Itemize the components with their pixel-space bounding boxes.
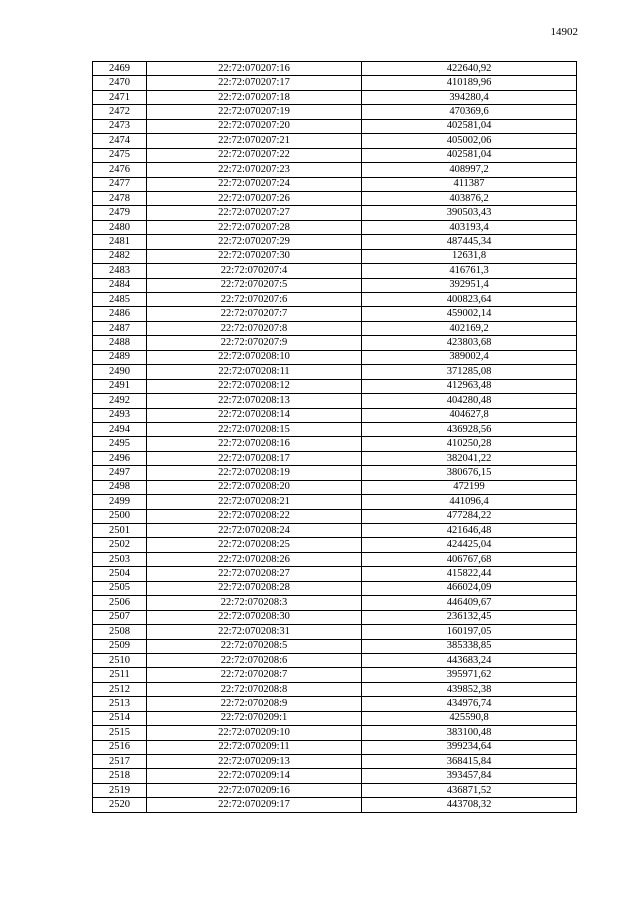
row-index-cell: 2520	[93, 798, 147, 812]
cadastral-number-cell: 22:72:070208:25	[147, 538, 362, 552]
cadastral-number-cell: 22:72:070207:20	[147, 119, 362, 133]
cadastral-number-cell: 22:72:070208:17	[147, 451, 362, 465]
table-row	[93, 524, 577, 538]
value-cell: 402581,04	[362, 119, 577, 133]
row-index-cell: 2513	[93, 697, 147, 711]
cadastral-number-cell: 22:72:070208:12	[147, 379, 362, 393]
row-index-cell: 2473	[93, 119, 147, 133]
table-row	[93, 798, 577, 812]
table-row	[93, 105, 577, 119]
value-cell: 405002,06	[362, 134, 577, 148]
cadastral-number-cell: 22:72:070208:19	[147, 466, 362, 480]
row-index-cell: 2511	[93, 668, 147, 682]
row-index-cell: 2495	[93, 437, 147, 451]
value-cell: 441096,4	[362, 495, 577, 509]
cadastral-number-cell: 22:72:070207:7	[147, 307, 362, 321]
cadastral-number-cell: 22:72:070208:9	[147, 697, 362, 711]
row-index-cell: 2519	[93, 783, 147, 797]
cadastral-number-cell: 22:72:070207:29	[147, 235, 362, 249]
value-cell: 385338,85	[362, 639, 577, 653]
value-cell: 434976,74	[362, 697, 577, 711]
row-index-cell: 2492	[93, 394, 147, 408]
table-row	[93, 379, 577, 393]
table-row	[93, 711, 577, 725]
value-cell: 399234,64	[362, 740, 577, 754]
value-cell: 410189,96	[362, 76, 577, 90]
row-index-cell: 2497	[93, 466, 147, 480]
cadastral-number-cell: 22:72:070209:17	[147, 798, 362, 812]
table-row	[93, 119, 577, 133]
cadastral-number-cell: 22:72:070209:16	[147, 783, 362, 797]
cadastral-number-cell: 22:72:070207:17	[147, 76, 362, 90]
value-cell: 425590,8	[362, 711, 577, 725]
value-cell: 392951,4	[362, 278, 577, 292]
table-body	[93, 62, 577, 813]
value-cell: 400823,64	[362, 293, 577, 307]
row-index-cell: 2510	[93, 653, 147, 667]
table-row	[93, 740, 577, 754]
value-cell: 472199	[362, 480, 577, 494]
cadastral-number-cell: 22:72:070207:6	[147, 293, 362, 307]
table-row	[93, 495, 577, 509]
table-row	[93, 177, 577, 191]
table-row	[93, 552, 577, 566]
value-cell: 404280,48	[362, 394, 577, 408]
table-row	[93, 769, 577, 783]
value-cell: 459002,14	[362, 307, 577, 321]
value-cell: 487445,34	[362, 235, 577, 249]
value-cell: 443708,32	[362, 798, 577, 812]
table-row	[93, 293, 577, 307]
cadastral-number-cell: 22:72:070208:26	[147, 552, 362, 566]
row-index-cell: 2470	[93, 76, 147, 90]
cadastral-number-cell: 22:72:070208:6	[147, 653, 362, 667]
value-cell: 371285,08	[362, 365, 577, 379]
cadastral-number-cell: 22:72:070208:13	[147, 394, 362, 408]
table-row	[93, 408, 577, 422]
table-row	[93, 682, 577, 696]
table-row	[93, 437, 577, 451]
table-row	[93, 76, 577, 90]
table-row	[93, 422, 577, 436]
table-row	[93, 755, 577, 769]
row-index-cell: 2504	[93, 567, 147, 581]
cadastral-number-cell: 22:72:070207:27	[147, 206, 362, 220]
value-cell: 393457,84	[362, 769, 577, 783]
cadastral-number-cell: 22:72:070209:1	[147, 711, 362, 725]
table-row	[93, 249, 577, 263]
table-row	[93, 278, 577, 292]
table-row	[93, 668, 577, 682]
cadastral-number-cell: 22:72:070208:8	[147, 682, 362, 696]
row-index-cell: 2501	[93, 524, 147, 538]
value-cell: 416761,3	[362, 264, 577, 278]
value-cell: 389002,4	[362, 350, 577, 364]
cadastral-number-cell: 22:72:070207:19	[147, 105, 362, 119]
row-index-cell: 2482	[93, 249, 147, 263]
table-row	[93, 509, 577, 523]
row-index-cell: 2494	[93, 422, 147, 436]
row-index-cell: 2471	[93, 90, 147, 104]
table-row	[93, 350, 577, 364]
cadastral-number-cell: 22:72:070207:26	[147, 191, 362, 205]
row-index-cell: 2488	[93, 336, 147, 350]
cadastral-number-cell: 22:72:070208:28	[147, 581, 362, 595]
cadastral-number-cell: 22:72:070208:5	[147, 639, 362, 653]
value-cell: 423803,68	[362, 336, 577, 350]
cadastral-number-cell: 22:72:070209:13	[147, 755, 362, 769]
value-cell: 403193,4	[362, 220, 577, 234]
cadastral-number-cell: 22:72:070209:10	[147, 726, 362, 740]
table-row	[93, 480, 577, 494]
value-cell: 395971,62	[362, 668, 577, 682]
value-cell: 466024,09	[362, 581, 577, 595]
value-cell: 470369,6	[362, 105, 577, 119]
row-index-cell: 2485	[93, 293, 147, 307]
cadastral-number-cell: 22:72:070208:16	[147, 437, 362, 451]
cadastral-number-cell: 22:72:070207:4	[147, 264, 362, 278]
row-index-cell: 2503	[93, 552, 147, 566]
value-cell: 439852,38	[362, 682, 577, 696]
value-cell: 160197,05	[362, 625, 577, 639]
row-index-cell: 2480	[93, 220, 147, 234]
table-row	[93, 307, 577, 321]
table-row	[93, 148, 577, 162]
row-index-cell: 2499	[93, 495, 147, 509]
cadastral-number-cell: 22:72:070207:30	[147, 249, 362, 263]
row-index-cell: 2498	[93, 480, 147, 494]
table-row	[93, 581, 577, 595]
table-row	[93, 639, 577, 653]
table-row	[93, 596, 577, 610]
cadastral-number-cell: 22:72:070208:7	[147, 668, 362, 682]
table-row	[93, 610, 577, 624]
value-cell: 383100,48	[362, 726, 577, 740]
row-index-cell: 2493	[93, 408, 147, 422]
cadastral-number-cell: 22:72:070207:8	[147, 321, 362, 335]
value-cell: 402581,04	[362, 148, 577, 162]
cadastral-number-cell: 22:72:070208:22	[147, 509, 362, 523]
table-row	[93, 625, 577, 639]
cadastral-number-cell: 22:72:070208:27	[147, 567, 362, 581]
row-index-cell: 2486	[93, 307, 147, 321]
value-cell: 404627,8	[362, 408, 577, 422]
value-cell: 422640,92	[362, 62, 577, 76]
row-index-cell: 2483	[93, 264, 147, 278]
row-index-cell: 2478	[93, 191, 147, 205]
table-row	[93, 90, 577, 104]
row-index-cell: 2489	[93, 350, 147, 364]
value-cell: 236132,45	[362, 610, 577, 624]
table-row	[93, 191, 577, 205]
value-cell: 382041,22	[362, 451, 577, 465]
cadastral-number-cell: 22:72:070207:9	[147, 336, 362, 350]
value-cell: 394280,4	[362, 90, 577, 104]
cadastral-number-cell: 22:72:070208:24	[147, 524, 362, 538]
table-row	[93, 163, 577, 177]
row-index-cell: 2484	[93, 278, 147, 292]
table-row	[93, 264, 577, 278]
table-row	[93, 62, 577, 76]
table-row	[93, 336, 577, 350]
cadastral-number-cell: 22:72:070209:14	[147, 769, 362, 783]
table-row	[93, 466, 577, 480]
table-row	[93, 220, 577, 234]
cadastral-number-cell: 22:72:070208:21	[147, 495, 362, 509]
value-cell: 415822,44	[362, 567, 577, 581]
row-index-cell: 2512	[93, 682, 147, 696]
table-row	[93, 726, 577, 740]
value-cell: 410250,28	[362, 437, 577, 451]
row-index-cell: 2479	[93, 206, 147, 220]
cadastral-number-cell: 22:72:070208:11	[147, 365, 362, 379]
value-cell: 443683,24	[362, 653, 577, 667]
value-cell: 368415,84	[362, 755, 577, 769]
table-row	[93, 653, 577, 667]
table-row	[93, 394, 577, 408]
row-index-cell: 2500	[93, 509, 147, 523]
cadastral-number-cell: 22:72:070207:16	[147, 62, 362, 76]
row-index-cell: 2490	[93, 365, 147, 379]
row-index-cell: 2491	[93, 379, 147, 393]
value-cell: 408997,2	[362, 163, 577, 177]
table-row	[93, 206, 577, 220]
cadastral-number-cell: 22:72:070209:11	[147, 740, 362, 754]
table-row	[93, 321, 577, 335]
value-cell: 412963,48	[362, 379, 577, 393]
row-index-cell: 2481	[93, 235, 147, 249]
cadastral-number-cell: 22:72:070208:31	[147, 625, 362, 639]
value-cell: 406767,68	[362, 552, 577, 566]
table-row	[93, 451, 577, 465]
value-cell: 12631,8	[362, 249, 577, 263]
row-index-cell: 2505	[93, 581, 147, 595]
value-cell: 390503,43	[362, 206, 577, 220]
row-index-cell: 2515	[93, 726, 147, 740]
value-cell: 477284,22	[362, 509, 577, 523]
cadastral-number-cell: 22:72:070208:15	[147, 422, 362, 436]
row-index-cell: 2477	[93, 177, 147, 191]
cadastral-number-cell: 22:72:070208:30	[147, 610, 362, 624]
value-cell: 421646,48	[362, 524, 577, 538]
value-cell: 411387	[362, 177, 577, 191]
row-index-cell: 2469	[93, 62, 147, 76]
table-row	[93, 567, 577, 581]
cadastral-table	[92, 61, 577, 813]
table-row	[93, 235, 577, 249]
row-index-cell: 2487	[93, 321, 147, 335]
value-cell: 380676,15	[362, 466, 577, 480]
value-cell: 436928,56	[362, 422, 577, 436]
cadastral-number-cell: 22:72:070207:5	[147, 278, 362, 292]
table-row	[93, 365, 577, 379]
table-row	[93, 134, 577, 148]
cadastral-number-cell: 22:72:070207:18	[147, 90, 362, 104]
row-index-cell: 2474	[93, 134, 147, 148]
page-number: 14902	[550, 26, 578, 38]
row-index-cell: 2508	[93, 625, 147, 639]
table-row	[93, 538, 577, 552]
value-cell: 446409,67	[362, 596, 577, 610]
cadastral-number-cell: 22:72:070207:21	[147, 134, 362, 148]
row-index-cell: 2472	[93, 105, 147, 119]
row-index-cell: 2514	[93, 711, 147, 725]
table-row	[93, 783, 577, 797]
cadastral-number-cell: 22:72:070208:14	[147, 408, 362, 422]
value-cell: 436871,52	[362, 783, 577, 797]
row-index-cell: 2496	[93, 451, 147, 465]
row-index-cell: 2518	[93, 769, 147, 783]
cadastral-number-cell: 22:72:070208:10	[147, 350, 362, 364]
row-index-cell: 2506	[93, 596, 147, 610]
cadastral-number-cell: 22:72:070207:22	[147, 148, 362, 162]
row-index-cell: 2509	[93, 639, 147, 653]
row-index-cell: 2502	[93, 538, 147, 552]
table-row	[93, 697, 577, 711]
row-index-cell: 2476	[93, 163, 147, 177]
cadastral-number-cell: 22:72:070207:24	[147, 177, 362, 191]
cadastral-number-cell: 22:72:070208:20	[147, 480, 362, 494]
cadastral-number-cell: 22:72:070207:28	[147, 220, 362, 234]
value-cell: 402169,2	[362, 321, 577, 335]
value-cell: 403876,2	[362, 191, 577, 205]
row-index-cell: 2516	[93, 740, 147, 754]
value-cell: 424425,04	[362, 538, 577, 552]
row-index-cell: 2507	[93, 610, 147, 624]
row-index-cell: 2475	[93, 148, 147, 162]
row-index-cell: 2517	[93, 755, 147, 769]
cadastral-number-cell: 22:72:070207:23	[147, 163, 362, 177]
cadastral-number-cell: 22:72:070208:3	[147, 596, 362, 610]
